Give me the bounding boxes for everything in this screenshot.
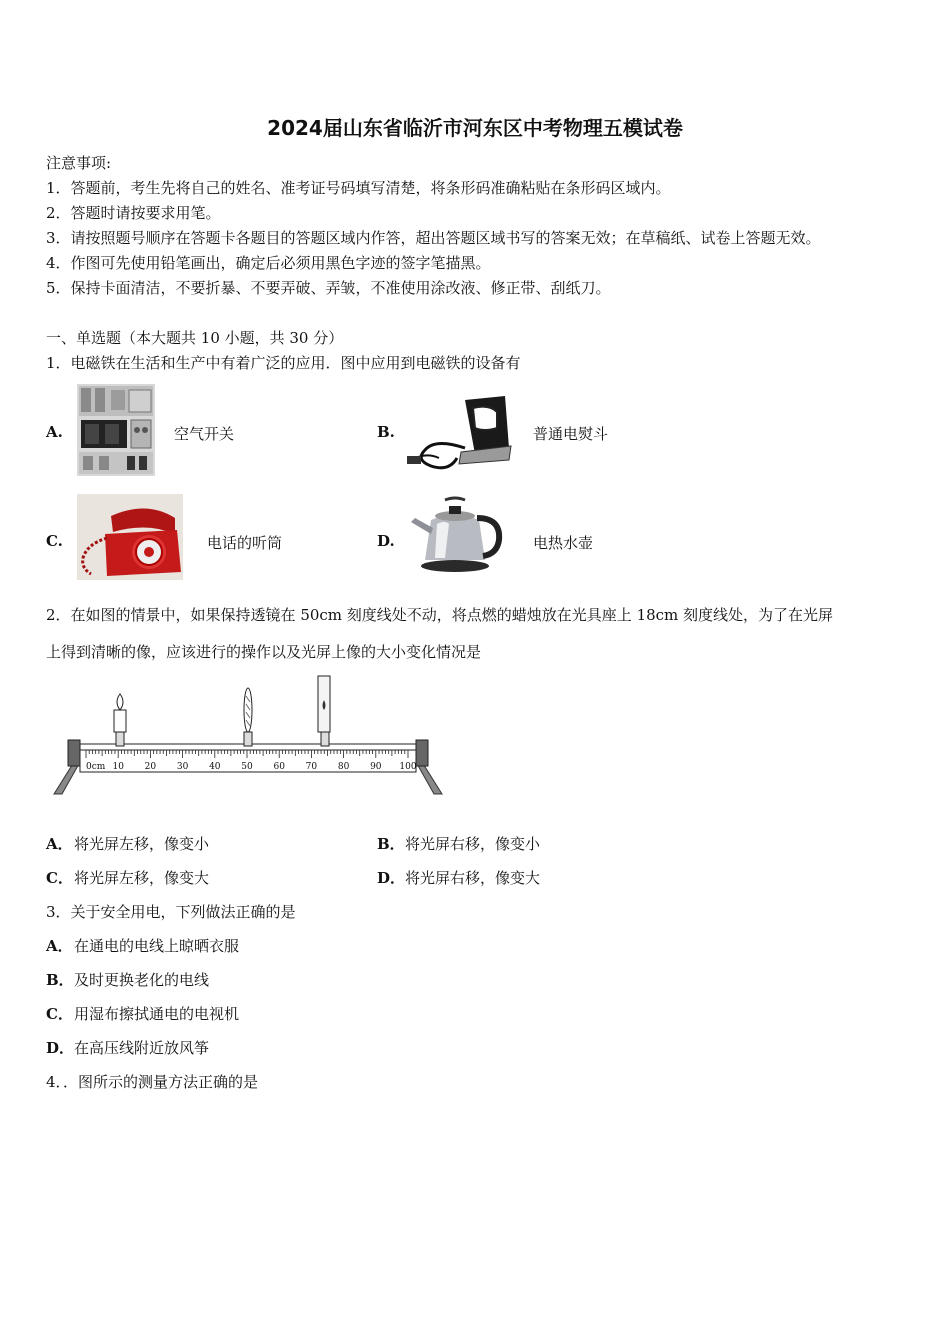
section-heading: 一、单选题（本大题共 10 小题，共 30 分） [46,329,344,347]
ruler-label: 60 [273,762,285,772]
question-2-stem-line2: 上得到清晰的像，应该进行的操作以及光屏上像的大小变化情况是 [46,643,482,661]
q2-option-a-text: 将光屏左移，像变小 [74,835,210,853]
ruler-label: 40 [209,762,221,772]
q1-option-d-text: 电热水壶 [533,534,594,552]
q3-option-a-label: A． [46,937,73,955]
q3-option-d-label: D． [46,1039,75,1057]
question-4-stem: 4．．图所示的测量方法正确的是 [46,1073,259,1091]
optical-bench-diagram [50,672,446,798]
q2-option-d-text: 将光屏右移，像变大 [405,869,541,887]
q1-option-d-label: D. [377,532,395,550]
q2-option-b-text: 将光屏右移，像变小 [405,835,541,853]
ruler-label: 20 [144,762,157,772]
q1-option-b-text: 普通电熨斗 [533,425,609,443]
q2-option-d-label: D． [377,869,406,887]
bench-unit-label: 0cm [86,762,106,772]
ruler-label: 100 [399,762,417,772]
q2-option-b-label: B． [377,835,405,853]
notice-item: 4．作图可先使用铅笔画出，确定后必须用黑色字迹的签字笔描黑。 [46,254,491,272]
q3-option-b-text: 及时更换老化的电线 [74,971,210,989]
q3-option-d-text: 在高压线附近放风筝 [74,1039,210,1057]
ruler-label: 80 [337,762,350,772]
question-2-stem-line1: 2．在如图的情景中，如果保持透镜在 50cm 刻度线处不动，将点燃的蜡烛放在光具座上 18cm 刻度线处，为了在光屏 [46,606,834,624]
q1-option-b-label: B. [377,423,395,441]
electric-kettle-image [405,494,507,580]
telephone-image [77,494,183,580]
question-3-stem: 3．关于安全用电，下列做法正确的是 [46,903,296,921]
q2-option-c-text: 将光屏左移，像变大 [74,869,210,887]
q1-option-c-label: C. [46,532,63,550]
q1-option-c-text: 电话的听筒 [207,534,283,552]
notice-item: 3．请按照题号顺序在答题卡各题目的答题区域内作答，超出答题区域书写的答案无效；在草稿纸、试卷上答题无效。 [46,229,821,247]
notice-item: 2．答题时请按要求用笔。 [46,204,221,222]
air-switch-image [77,384,155,476]
q2-option-c-label: C． [46,869,73,887]
ruler-label: 50 [241,762,253,772]
q1-option-a-label: A. [46,423,63,441]
electric-iron-image [405,388,513,476]
q3-option-c-label: C． [46,1005,73,1023]
ruler-label: 30 [176,762,189,772]
q2-option-a-label: A． [46,835,73,853]
q1-option-a-text: 空气开关 [174,425,235,443]
q3-option-c-text: 用湿布擦拭通电的电视机 [74,1005,240,1023]
q3-option-a-text: 在通电的电线上晾晒衣服 [74,937,240,955]
notice-item: 1．答题前，考生先将自己的姓名、准考证号码填写清楚，将条形码准确粘贴在条形码区域内。 [46,179,671,197]
notice-item: 5．保持卡面清洁，不要折暴、不要弄破、弄皱，不准使用涂改液、修正带、刮纸刀。 [46,279,611,297]
question-1-stem: 1．电磁铁在生活和生产中有着广泛的应用．图中应用到电磁铁的设备有 [46,354,521,372]
ruler-label: 70 [305,762,318,772]
q3-option-b-label: B． [46,971,74,989]
ruler-label: 10 [112,762,124,772]
notice-heading: 注意事项: [46,154,112,172]
ruler-label: 90 [370,762,382,772]
page-title: 2024届山东省临沂市河东区中考物理五模试卷 [267,116,683,140]
